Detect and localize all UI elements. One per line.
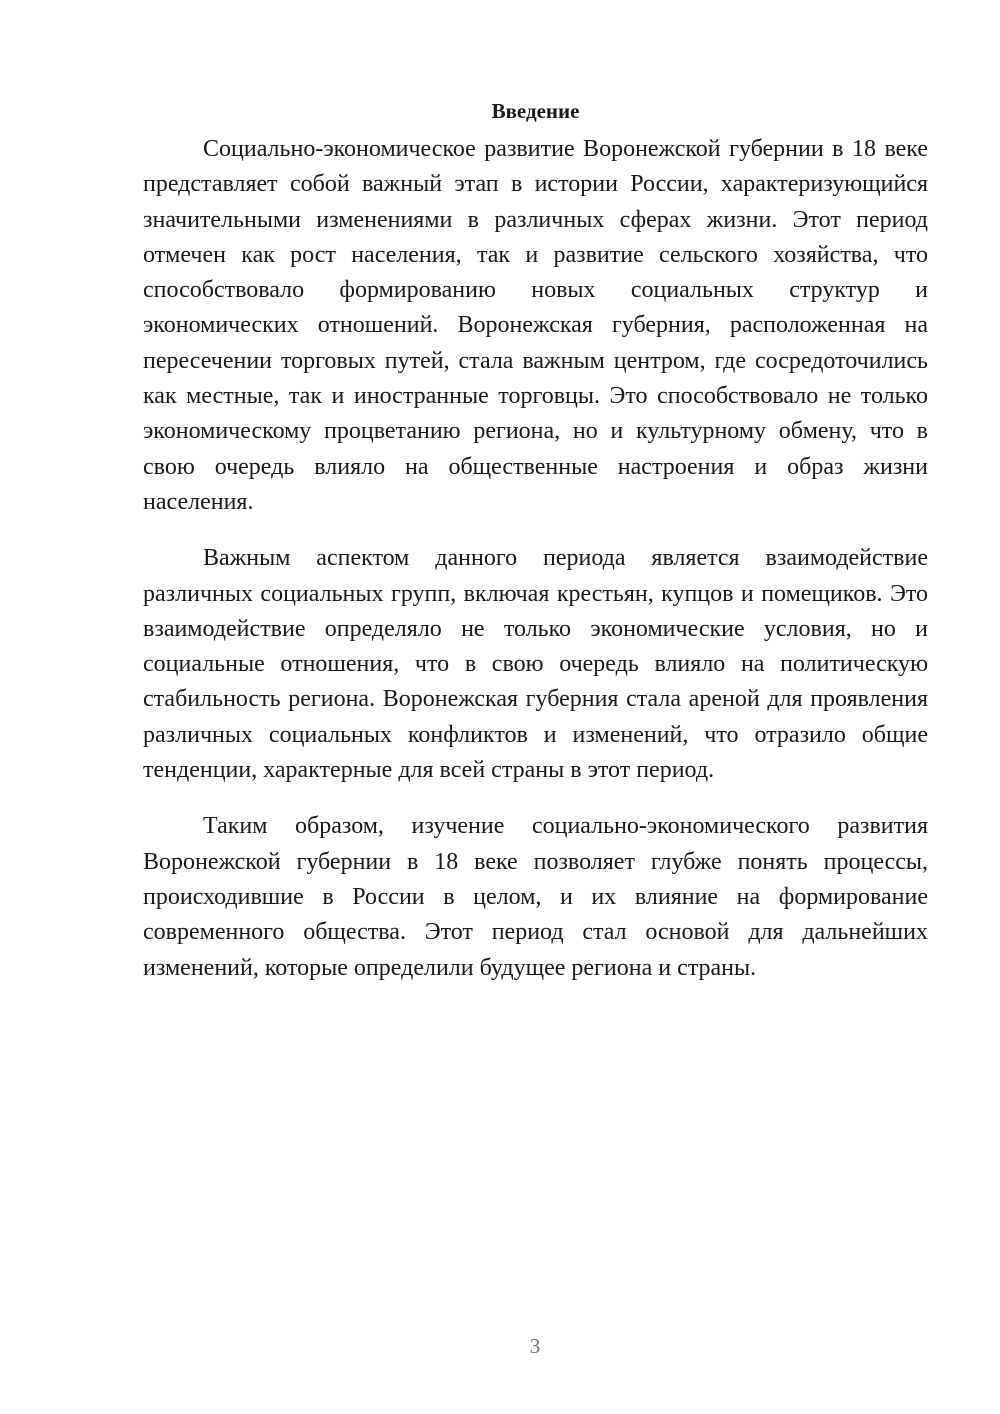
paragraph-1: Социально-экономическое развитие Воронежской губернии в 18 веке представляет собой важный этап в истории России, характеризующийся значительными изменениями в различных сферах жизни. Этот период отмечен как рост населения, так и развитие сельского хозяйства, что способствовало формированию новых социальных структур и экономических отношений. Воронежская губерния, расположенная на пересечении торговых путей, стала важным центром, где сосредоточились как местные, так и иностранные торговцы. Это способствовало не только экономическому процветанию региона, но и культурному обмену, что в свою очередь влияло на общественные настроения и образ жизни населения.	[143, 136, 928, 515]
section-heading: Введение	[491, 99, 580, 123]
paragraph-2: Важным аспектом данного периода является взаимодействие различных социальных групп, включая крестьян, купцов и помещиков. Это взаимодействие определяло не только экономические условия, но и социальные отношения, что в свою очередь влияло на политическую стабильность региона. Воронежская губерния стала ареной для проявления различных социальных конфликтов и изменений, что отразило общие тенденции, характерные для всей страны в этот период.	[143, 545, 928, 784]
paragraph-3: Таким образом, изучение социально-экономического развития Воронежской губернии в 18 веке позволяет глубже понять процессы, происходившие в России в целом, и их влияние на формирование современного общества. Этот период стал основой для дальнейших изменений, которые определили будущее региона и страны.	[143, 813, 928, 981]
page-number: 3	[529, 1334, 541, 1358]
page-content	[143, 96, 928, 986]
